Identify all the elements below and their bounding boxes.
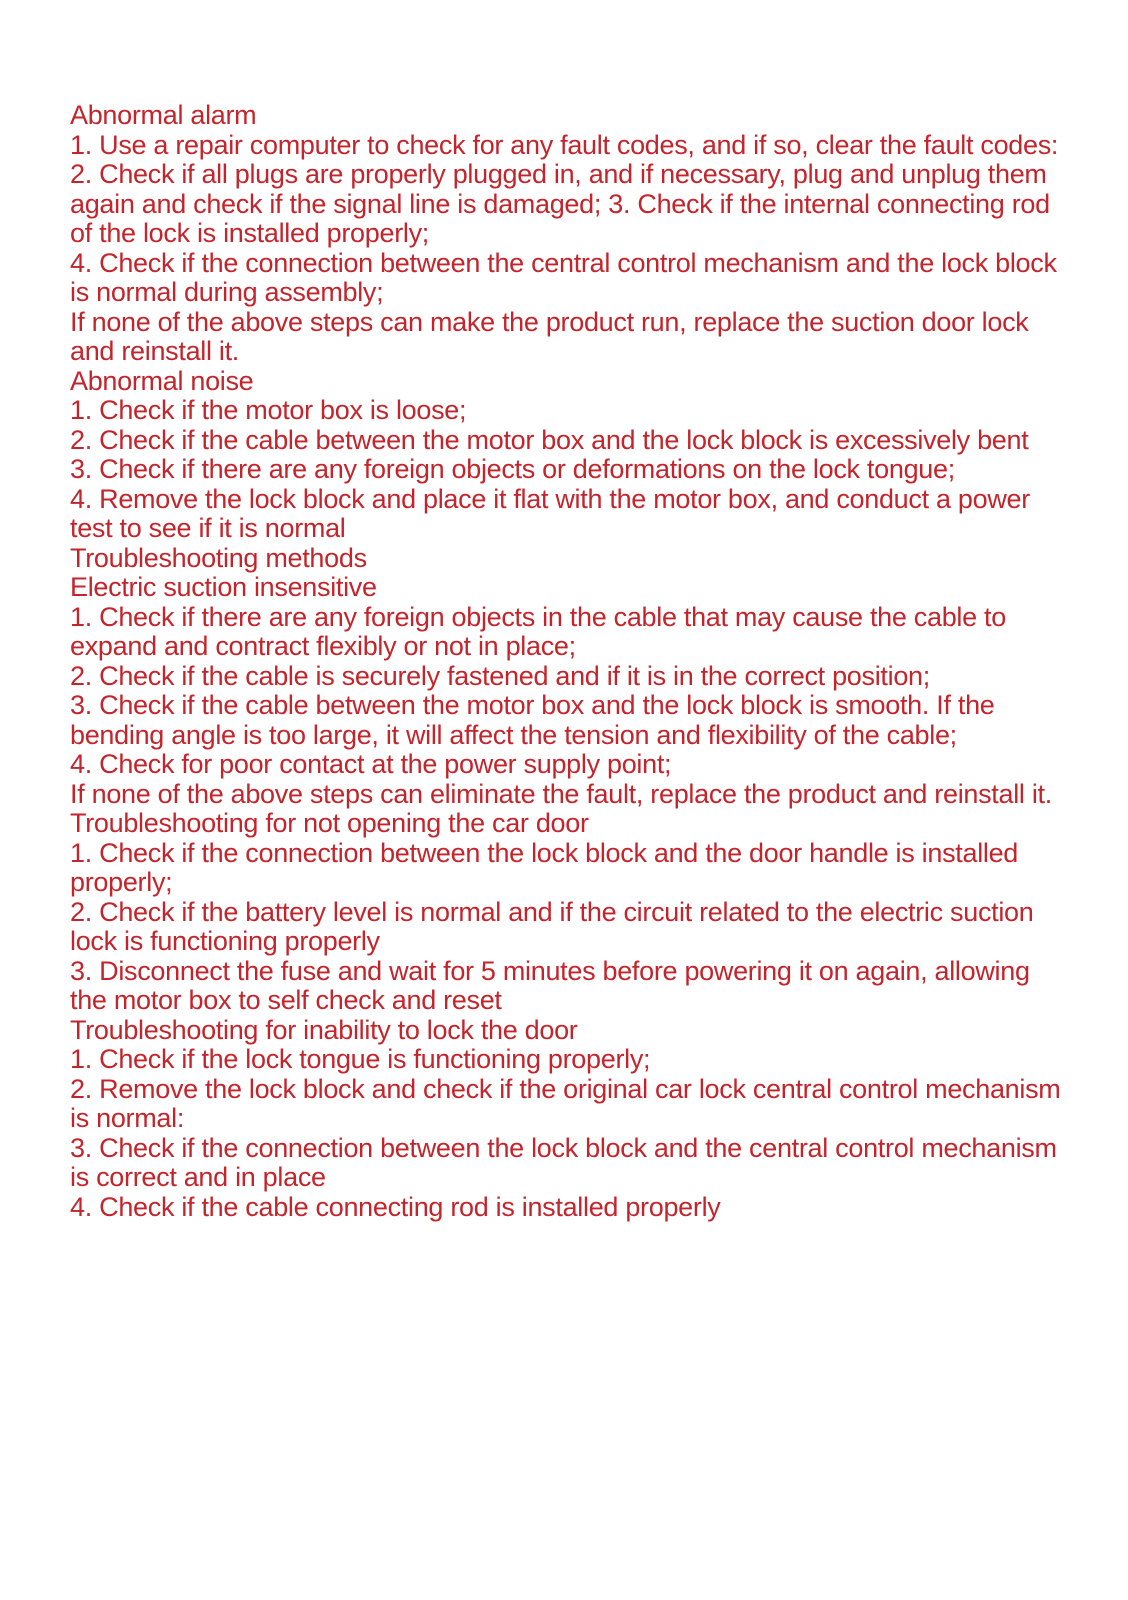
list-item: 3. Check if the connection between the lock block and the central control mechanism is correct and in place	[70, 1132, 1057, 1192]
list-item: 1. Check if the connection between the lock block and the door handle is installed properly;	[70, 837, 1019, 897]
list-item: 3. Check if the cable between the motor box and the lock block is smooth. If the bending angle is too large, it will affect the tension and flexibility of the cable;	[70, 690, 995, 750]
section-heading-abnormal-noise: Abnormal noise	[70, 365, 254, 396]
document-body	[70, 101, 1065, 1222]
list-item: 4. Check for poor contact at the power supply point;	[70, 749, 672, 779]
list-item: 1. Check if the motor box is loose;	[70, 395, 467, 425]
note-paragraph: If none of the above steps can eliminate the fault, replace the product and reinstall it.	[70, 778, 1052, 809]
list-item: 2. Remove the lock block and check if the original car lock central control mechanism is normal:	[70, 1073, 1061, 1133]
section-heading-electric-suction-insensitive: Electric suction insensitive	[70, 572, 377, 602]
list-item: 3. Disconnect the fuse and wait for 5 minutes before powering it on again, allowing the motor box to self check and reset	[70, 955, 1030, 1015]
section-heading-not-opening-door: Troubleshooting for not opening the car door	[70, 808, 589, 838]
note-paragraph: If none of the above steps can make the product run, replace the suction door lock and reinstall it.	[70, 306, 1029, 366]
list-item: 4. Remove the lock block and place it flat with the motor box, and conduct a power test to see if it is normal	[70, 483, 1030, 543]
list-item: 2. Check if all plugs are properly plugged in, and if necessary, plug and unplug them again and check if the signal line is damaged; 3. Check if the internal connecting rod of the lock is installed properly;	[70, 159, 1050, 248]
section-heading-troubleshooting-methods: Troubleshooting methods	[70, 542, 367, 573]
list-item: 4. Check if the cable connecting rod is installed properly	[70, 1191, 721, 1222]
list-item: 2. Check if the cable is securely fastened and if it is in the correct position;	[70, 660, 930, 691]
list-item: 2. Check if the cable between the motor box and the lock block is excessively bent	[70, 424, 1029, 455]
section-heading-inability-to-lock: Troubleshooting for inability to lock the door	[70, 1014, 578, 1045]
list-item: 3. Check if there are any foreign objects or deformations on the lock tongue;	[70, 454, 955, 484]
list-item: 1. Use a repair computer to check for any fault codes, and if so, clear the fault codes:	[70, 129, 1059, 160]
list-item: 1. Check if there are any foreign objects in the cable that may cause the cable to expand and contract flexibly or not in place;	[70, 601, 1006, 661]
section-heading-abnormal-alarm: Abnormal alarm	[70, 100, 257, 130]
list-item: 4. Check if the connection between the central control mechanism and the lock block is normal during assembly;	[70, 247, 1057, 307]
list-item: 2. Check if the battery level is normal and if the circuit related to the electric suction lock is functioning properly	[70, 896, 1034, 956]
list-item: 1. Check if the lock tongue is functioning properly;	[70, 1044, 651, 1074]
